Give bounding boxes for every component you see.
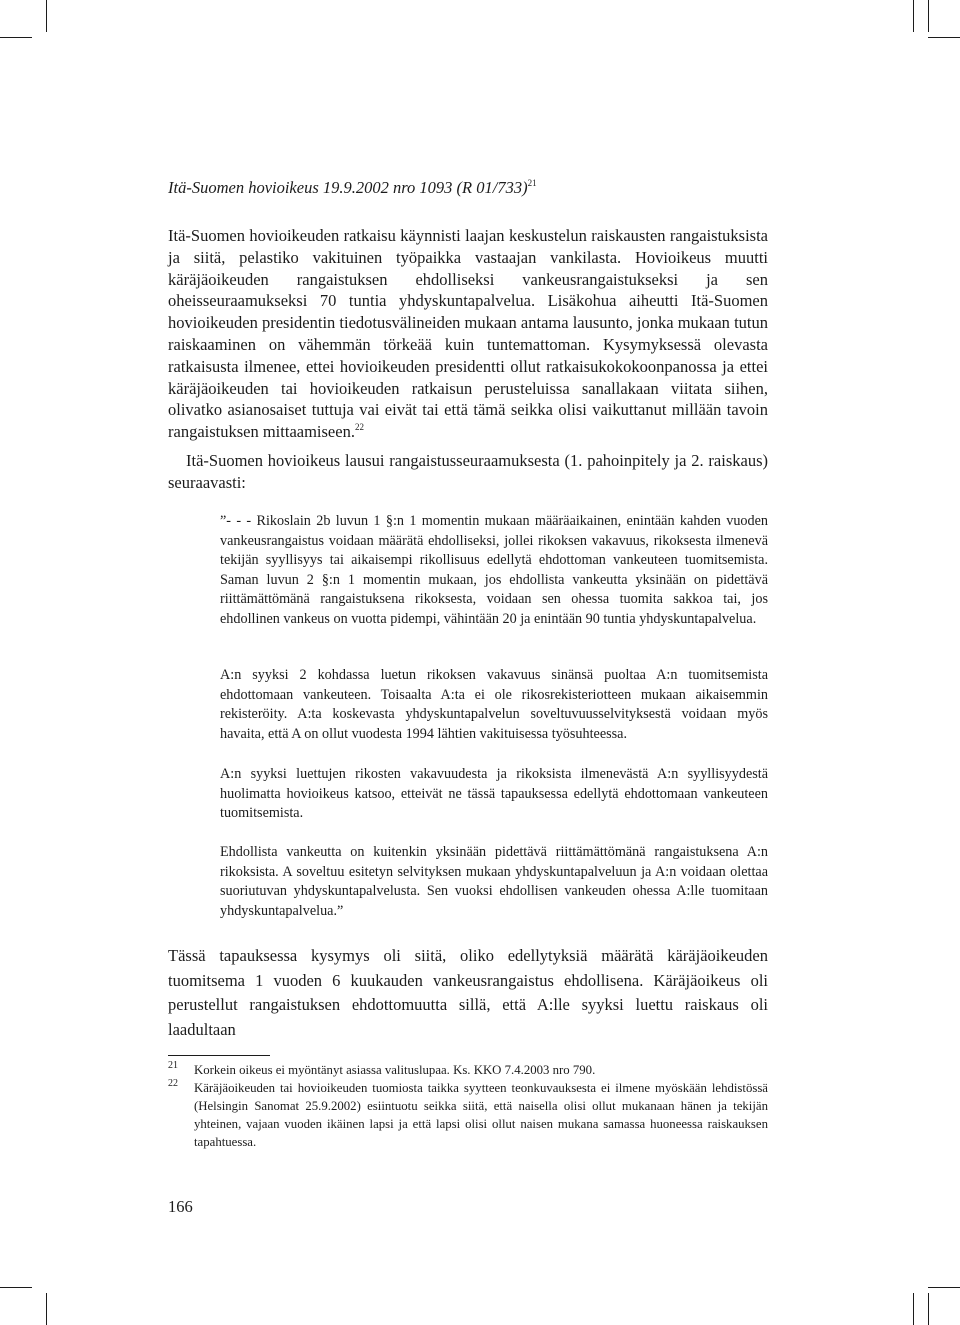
crop-mark-top-right-vertical bbox=[913, 0, 914, 32]
paragraph-3: Tässä tapauksessa kysymys oli siitä, oliko edellytyksiä määrätä käräjäoikeuden tuomitsema 1 vuoden 6 kuukauden vankeusrangaistus ehdollisena. Käräjäoikeus oli perustellut rangaistuksen ehdottomuutta sillä, että A:lle syyksi luettu raiskaus oli laadultaan bbox=[168, 946, 768, 1039]
paragraph-1 bbox=[168, 225, 768, 443]
footnote-text: Käräjäoikeuden tai hovioikeuden tuomiosta taikka syytteen teonkuvauksesta ei ilmene myöskään lehdistössä (Helsingin Sanomat 25.9.2002) esiintuotu seikka siitä, että naisella olisi ollut mukanaan hänen ja tekijän yhteinen, vajaan vuoden ikäinen lapsi ja että lapsi olisi ollut naisen mukana samassa huoneessa raiskauksen tapahtuessa. bbox=[194, 1081, 768, 1149]
crop-mark-top-right-inner bbox=[928, 0, 929, 32]
crop-mark-top-right-horizontal bbox=[928, 37, 960, 38]
footnote-22 bbox=[168, 1079, 768, 1151]
quote-paragraph-2: A:n syyksi 2 kohdassa luetun rikoksen vakavuus sinänsä puoltaa A:n tuomitsemista ehdottomaan vankeuteen. Toisaalta A:ta ei ole rikosrekisteriotteen mukaan aikaisemmin rekisteröity. A:ta koskevasta yhdyskuntapalvelun soveltuvuusselvityksestä voidaan myös havaita, että A on ollut vuodesta 1994 lähtien vakituisessa työsuhteessa. bbox=[220, 667, 768, 742]
paragraph-2: Itä-Suomen hovioikeus lausui rangaistusseuraamuksesta (1. pahoinpitely ja 2. raiskaus) seuraavasti: bbox=[168, 451, 768, 492]
crop-mark-bottom-left-vertical bbox=[46, 1293, 47, 1325]
quote-paragraph-4: Ehdollista vankeutta on kuitenkin yksinään pidettävä riittämättömänä rangaistuksena A:n rikoksista. A soveltuu esitetyn selvityksen mukaan yhdyskuntapalveluun ja A:n voidaan olettaa suoriutuvan yhdyskuntapalvelusta. Sen vuoksi ehdollisen vankeuden ohessa A:lle tuomitaan yhdyskuntapalvelua.” bbox=[220, 844, 768, 919]
paragraph-1-text: Itä-Suomen hovioikeuden ratkaisu käynnisti laajan keskustelun raiskausten rangaistuksista ja siitä, pelastiko vakituinen työpaikka vastaajan vankilasta. Hovioikeus muutti käräjäoikeuden rangaistuksen ehdolliseksi vankeusrangaistukseksi ja sen oheisseuraamukseksi 70 tuntia yhdyskuntapalvelua. Lisäkohua aiheutti Itä-Suomen hovioikeuden presidentin tiedotusvälineiden mukaan antama lausunto, jonka mukaan tutun raiskaaminen on vähemmän törkeää kuin tuntemattoman. Kysymyksessä olevasta ratkaisusta ilmenee, ettei hovioikeuden presidentti ollut ratkaisukokokoonpanossa ja ettei käräjäoikeuden tai hovioikeuden ratkaisun perusteluissa sanallakaan viitata siihen, olivatko asianosaiset tuttuja vai eivät tai että tämä seikka olisi vaikuttanut millään tavoin rangaistuksen mittaamiseen. bbox=[168, 226, 768, 442]
crop-mark-bottom-right-inner bbox=[928, 1293, 929, 1325]
footnote-text: Korkein oikeus ei myöntänyt asiassa valituslupaa. Ks. KKO 7.4.2003 nro 790. bbox=[194, 1063, 596, 1077]
case-heading-text: Itä-Suomen hovioikeus 19.9.2002 nro 1093 (R 01/733) bbox=[168, 178, 528, 197]
crop-mark-top-left-horizontal bbox=[0, 37, 32, 38]
case-heading bbox=[168, 172, 768, 199]
footnote-ref-22: 22 bbox=[354, 422, 364, 433]
crop-mark-top-left-vertical bbox=[46, 0, 47, 32]
page-number: 166 bbox=[168, 1197, 193, 1216]
crop-mark-bottom-left-horizontal bbox=[0, 1287, 32, 1288]
footnote-ref-21: 21 bbox=[527, 178, 537, 188]
crop-mark-bottom-right-vertical bbox=[913, 1293, 914, 1325]
quote-paragraph-1: ”- - - Rikoslain 2b luvun 1 §:n 1 momentin mukaan määräaikainen, enintään kahden vuoden vankeusrangaistus voidaan määrätä ehdolliseksi, jollei rikoksen vakavuus, rikoksesta ilmenevä tekijän syyllisyys tai aikaisempi rikollisuus edellytä ehdottoman vankeuteen tuomitsemista. Saman luvun 2 §:n 1 momentin mukaan, jos ehdollista vankeutta yksinään on pidettävä riittämättömänä rangaistuksena rikoksesta, voidaan sen ohessa tuomita sakkoa tai, jos ehdollinen vankeus on vuotta pidempi, vähintään 20 ja enintään 90 tuntia yhdyskuntapalvelua. bbox=[220, 513, 768, 627]
quote-paragraph-3: A:n syyksi luettujen rikosten vakavuudesta ja rikoksista ilmenevästä A:n syyllisyydestä huolimatta hovioikeus katsoo, etteivät ne tässä tapauksessa edellytä ehdottomaan vankeuteen tuomitsemista. bbox=[220, 766, 768, 822]
crop-mark-bottom-right-horizontal bbox=[928, 1287, 960, 1288]
footnote-number: 21 bbox=[168, 1060, 178, 1071]
footnote-separator bbox=[168, 1055, 270, 1056]
footnote-number: 22 bbox=[168, 1078, 178, 1089]
footnote-21 bbox=[168, 1061, 768, 1079]
